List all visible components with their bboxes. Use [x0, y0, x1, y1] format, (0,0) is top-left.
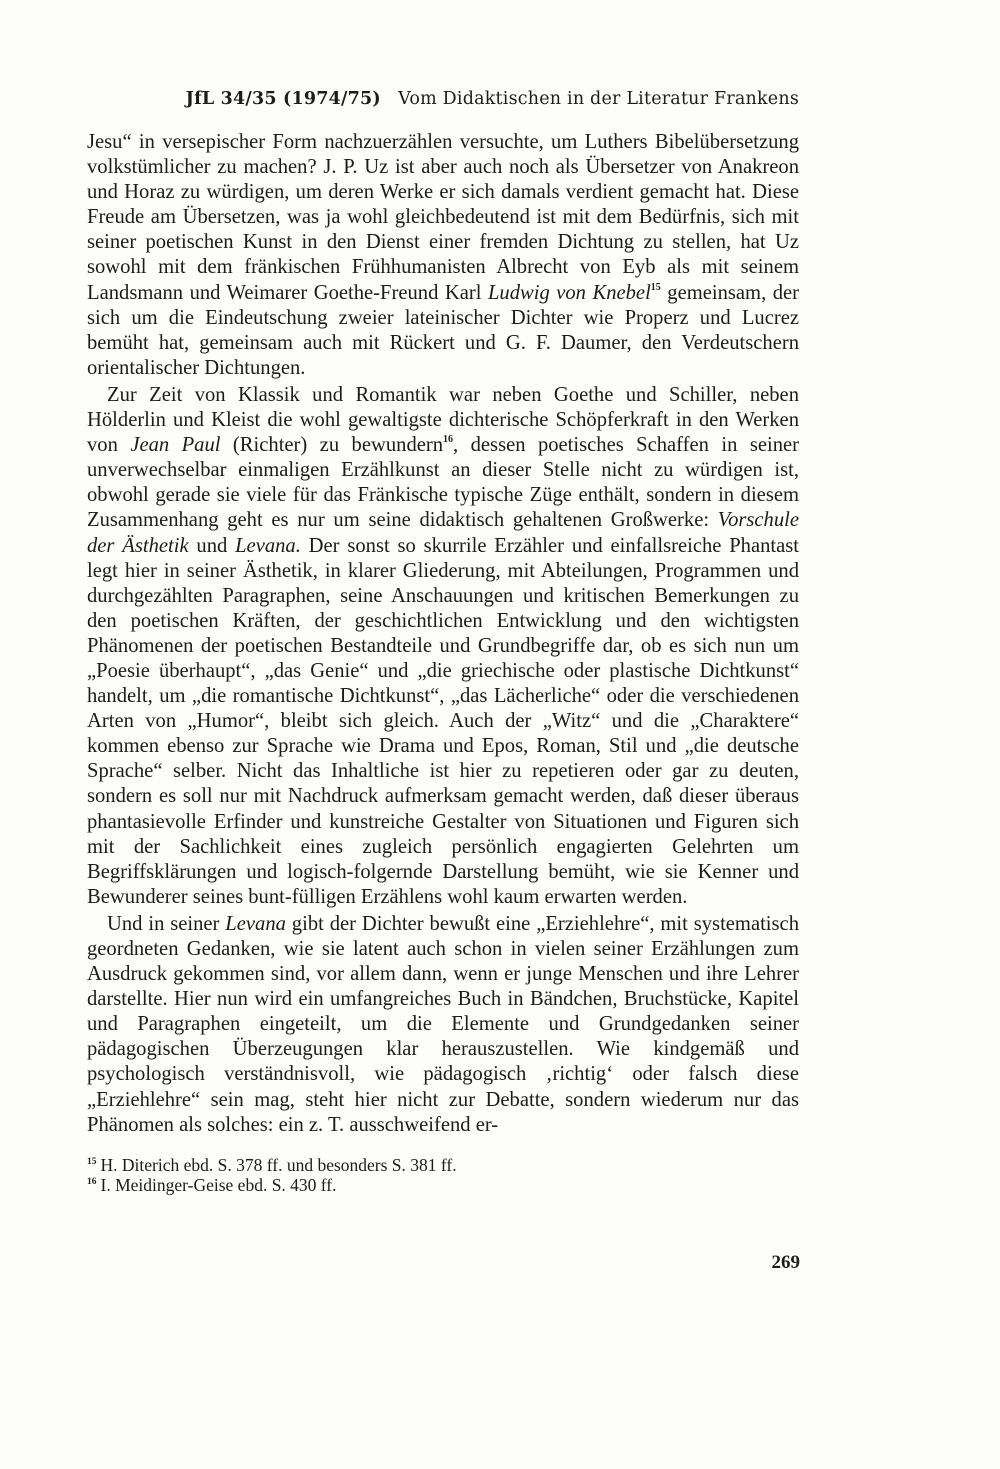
body-text — [87, 130, 799, 1138]
work-vorschule-der-aesthetik: Vorschule der Ästhetik — [87, 509, 799, 557]
paragraph-1-text-b: gemeinsam, der sich um die Eindeutschung zweier lateinischer Dichter wie Properz und Lucrez bemüht hat, gemeinsam auch mit Rückert und G. F. Daumer, den Verdeutschern orientalischer Dichtungen. — [87, 281, 799, 379]
footnotes — [87, 1155, 799, 1195]
paragraph-2-text-a: Zur Zeit von Klassik und Romantik war neben Goethe und Schiller, neben Hölderlin und Kleist die wohl gewaltigste dichterische Schöpferkraft in den Werken von — [87, 383, 799, 457]
person-ludwig-von-knebel: Ludwig von Knebel — [487, 281, 651, 304]
paragraph-2-text-c: , dessen poetisches Schaffen in seiner unverwechselbar einmaligen Erzählkunst an dieser Stelle nicht zu würdigen ist, obwohl gerade sie viele für das Fränkische typische Züge enthält, sondern in diesem Zusammenhang geht es nur um seine didaktisch gehaltenen Großwerke: — [87, 434, 799, 532]
footnote-marker-16: 16 — [443, 434, 454, 446]
article-title: Vom Didaktischen in der Literatur Frankens — [398, 89, 799, 109]
page — [87, 88, 799, 1195]
footnote-15 — [87, 1155, 799, 1175]
paragraph-3 — [87, 912, 799, 1138]
footnote-text: I. Meidinger-Geise ebd. S. 430 ff. — [100, 1174, 337, 1195]
footnote-marker-15: 15 — [650, 281, 661, 293]
paragraph-1-text-a: Jesu“ in versepischer Form nachzuerzählen versuchte, um Luthers Bibelübersetzung volkstümlicher zu machen? J. P. Uz ist aber auch noch als Übersetzer von Anakreon und Horaz zu würdigen, um deren Werke er sich damals verdient gemacht hat. Diese Freude am Übersetzen, was ja wohl gleichbedeutend ist mit dem Bedürfnis, sich mit seiner poetischen Kunst in den Dienst einer fremden Dichtung zu stellen, hat Uz sowohl mit dem fränkischen Frühhumanisten Albrecht von Eyb als mit seinem Landsmann und Weimarer Goethe-Freund Karl — [87, 131, 799, 304]
paragraph-2-text-d: und — [188, 534, 236, 557]
paragraph-3-text-b: gibt der Dichter bewußt eine „Erziehlehre“, mit systematisch geordneten Gedanken, wie sie latent auch schon in vielen seiner Erzählungen zum Ausdruck gekommen sind, vor allem dann, wenn er junge Menschen und ihre Lehrer darstellte. Hier nun wird ein umfangreiches Buch in Bändchen, Bruchstücke, Kapitel und Paragraphen eingeteilt, um die Elemente und Grundgedanken seiner pädagogischen Überzeugungen klar herauszustellen. Wie kindgemäß und psychologisch verständnisvoll, wie pädagogisch ‚richtig‘ oder falsch diese „Erziehlehre“ sein mag, steht hier nicht zur Debatte, sondern wiederum nur das Phänomen als solches: ein z. T. ausschweifend er- — [87, 912, 799, 1136]
footnote-text: H. Diterich ebd. S. 378 ff. und besonders S. 381 ff. — [100, 1154, 457, 1175]
footnote-number: 15 — [87, 1156, 97, 1167]
journal-reference: JfL 34/35 (1974/75) — [185, 89, 381, 109]
running-head — [87, 88, 799, 110]
page-number: 269 — [771, 1252, 800, 1273]
paragraph-2 — [87, 383, 799, 910]
work-levana-2: Levana — [225, 912, 286, 935]
footnote-16 — [87, 1175, 799, 1195]
paragraph-2-text-e: Der sonst so skurrile Erzähler und einfallsreiche Phantast legt hier in seiner Ästhetik, in klarer Gliederung, mit Abteilungen, Programmen und durchgezählten Paragraphen, seine Anschauungen und kritischen Bemerkungen zu den poetischen Kräften, der geschichtlichen Entwicklung und den wichtigsten Phänomenen der poetischen Bestandteile und Grundbegriffe dar, ob es sich nun um „Poesie überhaupt“, „das Genie“ und „die griechische oder plastische Dichtkunst“ handelt, um „die romantische Dichtkunst“, „das Lächerliche“ oder die verschiedenen Arten von „Humor“, bleibt sich gleich. Auch der „Witz“ und die „Charaktere“ kommen ebenso zur Sprache wie Drama und Epos, Roman, Stil und „die deutsche Sprache“ selber. Nicht das Inhaltliche ist hier zu repetieren oder gar zu deuten, sondern es soll nur mit Nachdruck aufmerksam gemacht werden, daß dieser überaus phantasievolle Erfinder und kunstreiche Gestalter von Situationen und Figuren sich mit der Sachlichkeit eines zugleich persönlich engagierten Gelehrten um Begriffsklärungen und logisch-folgernde Darstellung bemüht, wie sie Kenner und Bewunderer seines bunt-fülligen Erzählens wohl kaum erwarten werden. — [87, 534, 800, 908]
paragraph-3-text-a: Und in seiner — [107, 912, 226, 935]
paragraph-1 — [87, 130, 799, 381]
person-jean-paul: Jean Paul — [130, 434, 221, 457]
footnote-number: 16 — [87, 1176, 97, 1187]
paragraph-2-text-b: (Richter) zu bewundern — [220, 434, 444, 457]
work-levana: Levana. — [235, 534, 301, 557]
